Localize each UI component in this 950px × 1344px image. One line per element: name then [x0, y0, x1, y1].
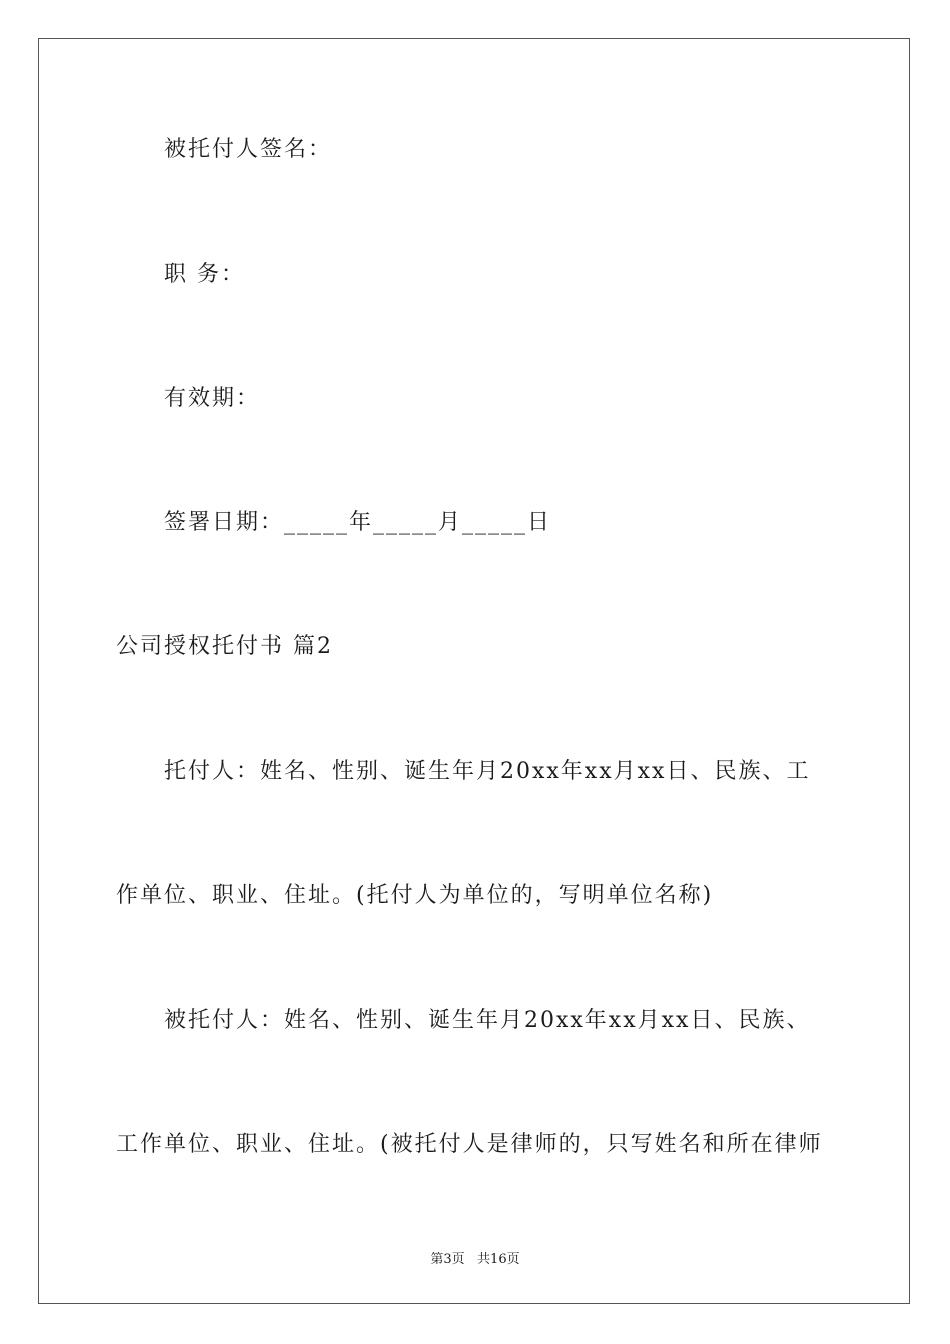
page-number-footer: 第3页 共16页: [430, 1252, 520, 1267]
signing-date-line: 签署日期：_____年_____月_____日: [164, 510, 552, 535]
trustee-signature-label: 被托付人签名：: [164, 137, 333, 162]
trustee-paragraph-line-1: 被托付人：姓名、性别、诞生年月20xx年xx月xx日、民族、: [164, 1008, 811, 1033]
principal-paragraph-line-1: 托付人：姓名、性别、诞生年月20xx年xx月xx日、民族、工: [164, 759, 811, 784]
section-heading: 公司授权托付书 篇2: [116, 634, 333, 659]
page-border: [38, 38, 910, 1304]
principal-paragraph-line-2: 作单位、职业、住址。(托付人为单位的，写明单位名称): [116, 883, 714, 908]
validity-period-label: 有效期：: [164, 386, 261, 411]
position-label: 职 务：: [164, 262, 245, 287]
trustee-paragraph-line-2: 工作单位、职业、住址。(被托付人是律师的，只写姓名和所在律师: [116, 1132, 823, 1157]
